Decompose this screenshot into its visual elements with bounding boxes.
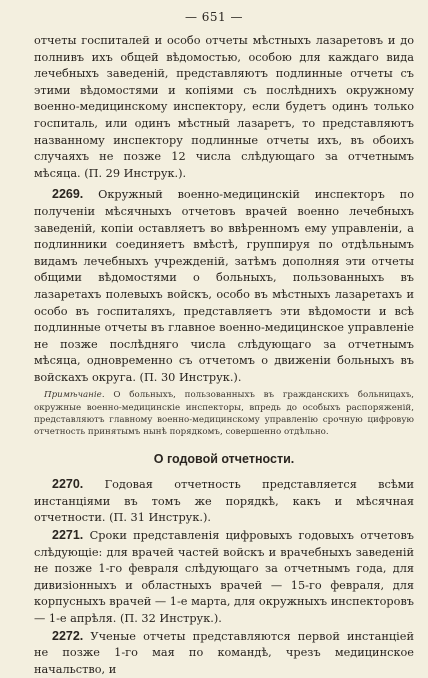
article-number: 2272. — [52, 628, 84, 643]
note-text: О больныхъ, пользованныхъ въ гражданскихъ больницахъ, окружные военно-медицинскіе инспекторы, впредь до особыхъ распоряженій, представляютъ главному военно-медицинскому управленію срочную цифровую отчетность принятымъ нынѣ порядкомъ, совершенно отдѣльно. — [34, 390, 414, 438]
article-2269 — [34, 186, 414, 386]
article-number: 2271. — [52, 528, 84, 543]
article-number: 2270. — [52, 477, 84, 492]
page-body — [34, 33, 414, 678]
page-number: — 651 — — [184, 10, 244, 24]
article-2270 — [34, 476, 414, 527]
paragraph-continuation: отчеты госпиталей и особо отчеты мѣстныхъ лазаретовъ и до полнивъ ихъ общей вѣдомостью, особою для каждаго вида лечебныхъ заведеній, представляютъ подлинные отчеты съ этими вѣдомостями и копіями съ послѣднихъ окружному военно-медицинскому инспектору, если будетъ одинъ только госпиталь, или одинъ мѣстный лазаретъ, то представляютъ названному инспектору подлинные отчеты ихъ, въ обоихъ случаяхъ не позже 12 числа слѣдующаго за отчетнымъ мѣсяца. (П. 29 Инструк.). — [34, 34, 414, 180]
article-text: Годовая отчетность представляется всѣми инстанціями въ томъ же порядкѣ, какъ и мѣсячная отчетности. (П. 31 Инструк.). — [34, 478, 414, 525]
article-2272 — [34, 628, 414, 678]
article-2271 — [34, 527, 414, 628]
section-title: О годовой отчетности. — [153, 452, 295, 467]
article-text: Ученые отчеты представляются первой инстанціей не позже 1-го мая по командѣ, чрезъ медицинское начальство, и — [34, 629, 414, 676]
article-number: 2269. — [52, 187, 84, 202]
note-label: Примѣчаніе. — [44, 390, 105, 401]
article-text: Окружный военно-медицинскій инспекторъ по полученіи мѣсячныхъ отчетовъ врачей военно лечебныхъ заведеній, копіи оставляетъ во ввѣренномъ ему управленіи, а подлинники соединяетъ вмѣстѣ, группируя по отдѣльнымъ видамъ лечебныхъ учрежденій, затѣмъ дополняя эти отчеты общими вѣдомостями о больныхъ, пользованныхъ въ лазаретахъ полевыхъ войскъ, особо въ мѣстныхъ лазаретахъ и особо въ госпиталяхъ, представляетъ эти вѣдомости и всѣ подлинные отчеты въ главное военно-медицинское управленіе не позже послѣдняго числа слѣдующаго за отчетнымъ мѣсяца, одновременно съ отчетомъ о движеніи больныхъ въ войскахъ округа. (П. 30 Инструк.). — [34, 188, 415, 384]
note — [34, 389, 414, 438]
article-text: Сроки представленія цифровыхъ годовыхъ отчетовъ слѣдующіе: для врачей частей войскъ и врачебныхъ заведеній не позже 1-го февраля слѣдующаго за отчетнымъ года, для дивизіонныхъ и областныхъ врачей — 15-го февраля, для корпусныхъ врачей — 1-е марта, для окружныхъ инспекторовъ — 1-е апрѣля. (П. 32 Инструк.). — [34, 529, 414, 626]
